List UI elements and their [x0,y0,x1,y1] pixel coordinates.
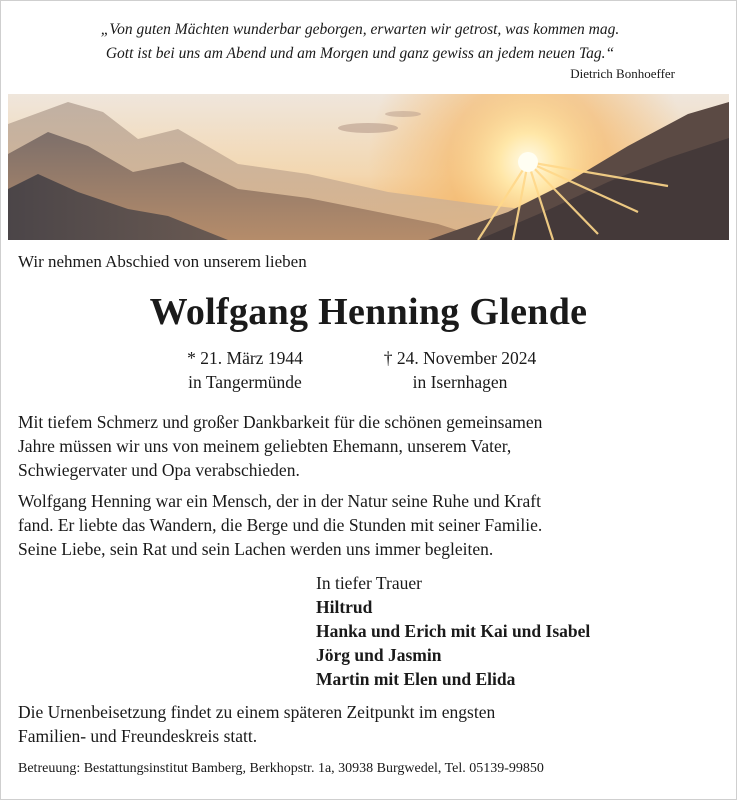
paragraph-line: Seine Liebe, sein Rat und sein Lachen werden uns immer begleiten. [18,539,494,559]
deceased-name: Wolfgang Henning Glende [149,291,588,333]
intro-line: Wir nehmen Abschied von unserem lieben [18,252,307,271]
mourners-lead: In tiefer Trauer [316,573,422,593]
mourner-name: Hanka und Erich mit Kai und Isabel [316,621,591,641]
mountain-sunset-image [8,94,729,240]
funeral-home-footer: Betreuung: Bestattungsinstitut Bamberg, Berkhopstr. 1a, 30938 Burgwedel, Tel. 05139-99850 [18,761,544,776]
bonhoeffer-quote [40,18,680,66]
birth-date: * 21. März 1944 [187,348,303,368]
paragraph-line: Mit tiefem Schmerz und großer Dankbarkeit für die schönen gemeinsamen [18,412,543,432]
paragraph-line: Schwiegervater und Opa verabschieden. [18,460,300,480]
paragraph-line: Wolfgang Henning war ein Mensch, der in der Natur seine Ruhe und Kraft [18,491,541,511]
paragraph-line: Jahre müssen wir uns von meinem geliebten Ehemann, unserem Vater, [18,436,512,456]
mourners-list [316,571,590,691]
quote-line-2: Gott ist bei uns am Abend und am Morgen und ganz gewiss an jedem neuen Tag.“ [105,45,615,62]
mourner-name: Hiltrud [316,597,373,617]
paragraph-line: Familien- und Freundeskreis statt. [18,726,258,746]
birth-info [150,346,340,394]
paragraph-burial [18,700,718,748]
quote-author: Dietrich Bonhoeffer [570,66,675,81]
birth-place: in Tangermünde [188,372,302,392]
quote-line-1: „Von guten Mächten wunderbar geborgen, erwarten wir getrost, was kommen mag. [100,21,620,38]
death-place: in Isernhagen [412,372,508,392]
mourner-name: Jörg und Jasmin [316,645,442,665]
paragraph-line: fand. Er liebte das Wandern, die Berge und die Stunden mit seiner Familie. [18,515,543,535]
mourner-name: Martin mit Elen und Elida [316,669,516,689]
death-date: † 24. November 2024 [383,348,537,368]
paragraph-line: Die Urnenbeisetzung findet zu einem späteren Zeitpunkt im engsten [18,702,496,722]
mountain-sunset-photo [8,94,729,240]
paragraph-tribute [18,489,718,561]
death-info [350,346,570,394]
paragraph-farewell [18,410,718,482]
